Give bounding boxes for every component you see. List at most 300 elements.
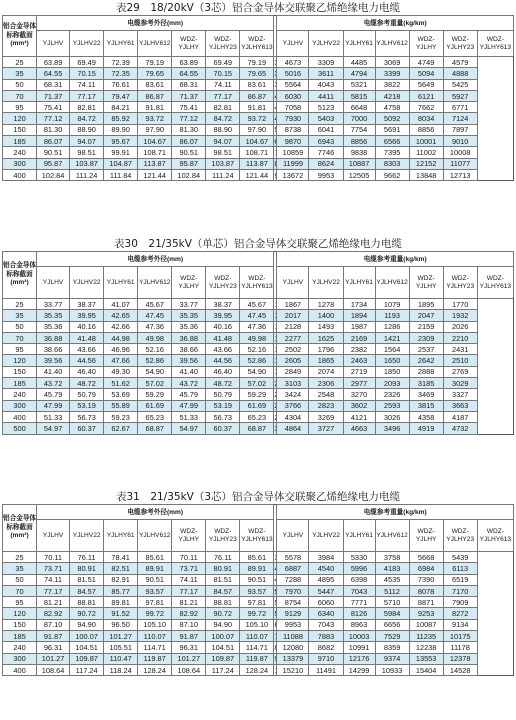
model-name-part: YJLHV612 bbox=[138, 278, 171, 286]
model-name-part: YJLHV612 bbox=[376, 278, 408, 286]
weight-cell: 6648 bbox=[343, 102, 375, 113]
diameter-cell: 53.69 bbox=[104, 389, 138, 400]
weight-cell: 5112 bbox=[375, 585, 409, 596]
diameter-cell: 111.84 bbox=[104, 169, 138, 180]
model-name-part: WDZ- bbox=[486, 274, 504, 282]
diameter-model-header bbox=[37, 31, 70, 57]
model-name-part: YJLHY bbox=[178, 282, 200, 290]
table-title: 表31 21/35kV（3芯）铝合金导体交联聚乙烯绝缘电力电缆 bbox=[115, 491, 401, 503]
table-title: 表29 18/20kV（3芯）铝合金导体交联聚乙烯绝缘电力电缆 bbox=[115, 2, 401, 14]
weight-cell: 7000 bbox=[343, 113, 375, 124]
model-name-part: YJLHV bbox=[42, 531, 64, 539]
diameter-cell: 90.51 bbox=[240, 574, 274, 585]
cable-table-29 bbox=[2, 15, 514, 181]
weight-cell: 1564 bbox=[375, 344, 409, 355]
diameter-cell: 90.72 bbox=[70, 608, 104, 619]
weight-cell: 8871 bbox=[409, 597, 443, 608]
model-name-part: WDZ- bbox=[451, 274, 469, 282]
model-name-part: WDZ- bbox=[248, 274, 266, 282]
cross-section-cell: 185 bbox=[3, 631, 37, 642]
weight-cell: 7529 bbox=[375, 631, 409, 642]
model-name-part: YJLHV bbox=[42, 39, 64, 47]
diameter-cell: 75.41 bbox=[172, 102, 206, 113]
weight-cell: 4888 bbox=[443, 68, 477, 79]
model-name-part: YJLHY61 bbox=[106, 531, 135, 539]
weight-cell: 5425 bbox=[443, 79, 477, 90]
diameter-cell: 94.07 bbox=[206, 136, 240, 147]
diameter-cell: 81.21 bbox=[172, 597, 206, 608]
model-name-part: YJLHY61 bbox=[345, 39, 373, 47]
weight-cell: 2548 bbox=[309, 389, 343, 400]
weight-cell: 13553 bbox=[409, 653, 443, 664]
weight-cell: 1625 bbox=[309, 332, 343, 343]
weight-cell: 7288 bbox=[277, 574, 309, 585]
cross-section-header bbox=[3, 505, 37, 552]
diameter-cell: 81.51 bbox=[206, 574, 240, 585]
diameter-cell: 94.90 bbox=[206, 619, 240, 630]
table-row bbox=[3, 389, 514, 400]
weight-cell: 11178 bbox=[443, 642, 477, 653]
weight-cell: 5984 bbox=[375, 608, 409, 619]
diameter-cell: 82.81 bbox=[70, 102, 104, 113]
model-name-part: YJLHY613 bbox=[241, 282, 273, 290]
weight-cell: 12713 bbox=[443, 169, 477, 180]
weight-cell: 1796 bbox=[309, 344, 343, 355]
model-name-part: YJLHY613 bbox=[479, 282, 512, 290]
cross-section-cell: 35 bbox=[3, 310, 37, 321]
diameter-cell: 43.72 bbox=[172, 378, 206, 389]
model-name-part: YJLHV bbox=[42, 278, 64, 286]
diameter-cell: 108.71 bbox=[138, 147, 172, 158]
diameter-cell: 45.67 bbox=[138, 299, 172, 310]
weight-cell: 2309 bbox=[409, 332, 443, 343]
table-block-29 bbox=[2, 1, 514, 181]
diameter-cell: 59.23 bbox=[104, 411, 138, 422]
weight-model-header bbox=[443, 520, 477, 552]
weight-model-header bbox=[309, 520, 343, 552]
diameter-cell: 68.31 bbox=[172, 79, 206, 90]
weight-cell: 7771 bbox=[343, 597, 375, 608]
weight-cell: 3727 bbox=[309, 423, 343, 434]
diameter-cell: 81.30 bbox=[37, 124, 70, 135]
diameter-cell: 105.10 bbox=[240, 619, 274, 630]
weight-model-header bbox=[277, 31, 309, 57]
diameter-cell: 81.21 bbox=[37, 597, 70, 608]
weight-cell: 5649 bbox=[409, 79, 443, 90]
weight-model-header bbox=[375, 520, 409, 552]
table-title: 表30 21/35kV（单芯）铝合金导体交联聚乙烯绝缘电力电缆 bbox=[114, 238, 402, 250]
diameter-cell: 41.07 bbox=[104, 299, 138, 310]
diameter-cell: 45.79 bbox=[172, 389, 206, 400]
table-row bbox=[3, 664, 514, 675]
weight-cell: 6340 bbox=[309, 608, 343, 619]
cross-section-cell: 120 bbox=[3, 113, 37, 124]
diameter-cell: 81.51 bbox=[70, 574, 104, 585]
cross-section-header bbox=[3, 16, 37, 57]
cross-section-cell: 185 bbox=[3, 378, 37, 389]
weight-cell: 3269 bbox=[309, 411, 343, 422]
diameter-cell: 80.91 bbox=[70, 563, 104, 574]
cross-section-label-line: (mm²) bbox=[10, 532, 29, 540]
diameter-group-header: 电缆参考外径(mm) bbox=[37, 252, 274, 267]
model-name-part: YJLHV612 bbox=[376, 531, 408, 539]
weight-cell: 14528 bbox=[443, 664, 477, 675]
weight-model-header bbox=[343, 520, 375, 552]
diameter-cell: 57.02 bbox=[240, 378, 274, 389]
weight-cell: 4485 bbox=[343, 57, 375, 68]
weight-cell: 4043 bbox=[309, 79, 343, 90]
cross-section-cell: 50 bbox=[3, 321, 37, 332]
cross-section-cell: 95 bbox=[3, 102, 37, 113]
diameter-cell: 80.91 bbox=[206, 563, 240, 574]
diameter-cell: 94.90 bbox=[70, 619, 104, 630]
diameter-cell: 54.97 bbox=[172, 423, 206, 434]
weight-cell: 5996 bbox=[343, 563, 375, 574]
diameter-cell: 84.57 bbox=[206, 585, 240, 596]
weight-cell: 7909 bbox=[443, 597, 477, 608]
weight-cell: 4732 bbox=[443, 423, 477, 434]
model-name-part: WDZ- bbox=[248, 527, 266, 535]
weight-cell: 15210 bbox=[277, 664, 309, 675]
table-row bbox=[3, 378, 514, 389]
diameter-cell: 93.57 bbox=[240, 585, 274, 596]
cross-section-cell: 70 bbox=[3, 585, 37, 596]
weight-group-header: 电缆参考重量(kg/km) bbox=[277, 505, 514, 520]
diameter-model-header bbox=[240, 31, 274, 57]
diameter-cell: 46.40 bbox=[206, 366, 240, 377]
weight-cell: 5668 bbox=[409, 552, 443, 563]
model-name-part: WDZ- bbox=[451, 527, 469, 535]
diameter-cell: 39.95 bbox=[206, 310, 240, 321]
diameter-model-header bbox=[172, 267, 206, 299]
diameter-cell: 110.47 bbox=[104, 653, 138, 664]
diameter-cell: 88.81 bbox=[206, 597, 240, 608]
weight-cell: 11077 bbox=[443, 158, 477, 169]
diameter-cell: 88.90 bbox=[70, 124, 104, 135]
diameter-cell: 77.17 bbox=[172, 585, 206, 596]
diameter-cell: 35.36 bbox=[172, 321, 206, 332]
cross-section-cell: 25 bbox=[3, 299, 37, 310]
weight-cell: 3663 bbox=[443, 400, 477, 411]
table-row bbox=[3, 355, 514, 366]
weight-cell: 7754 bbox=[343, 124, 375, 135]
weight-cell: 11235 bbox=[409, 631, 443, 642]
model-name-part: WDZ- bbox=[180, 274, 198, 282]
model-name-part: WDZ- bbox=[180, 527, 198, 535]
diameter-cell: 44.98 bbox=[104, 332, 138, 343]
table-row bbox=[3, 642, 514, 653]
diameter-cell: 70.15 bbox=[70, 68, 104, 79]
table-block-31 bbox=[2, 490, 514, 676]
weight-cell: 2159 bbox=[409, 321, 443, 332]
cross-section-label-line: 铝合金导体 bbox=[3, 515, 36, 523]
diameter-cell: 95.87 bbox=[172, 158, 206, 169]
model-name-part: YJLHY613 bbox=[479, 43, 512, 51]
table-row bbox=[3, 147, 514, 158]
table-row bbox=[3, 102, 514, 113]
weight-cell: 3984 bbox=[309, 552, 343, 563]
model-name-part: WDZ- bbox=[451, 35, 469, 43]
cross-section-cell: 240 bbox=[3, 147, 37, 158]
model-name-part: YJLHY bbox=[415, 282, 437, 290]
diameter-cell: 48.72 bbox=[70, 378, 104, 389]
diameter-cell: 91.81 bbox=[240, 102, 274, 113]
diameter-cell: 88.81 bbox=[70, 597, 104, 608]
weight-cell: 1734 bbox=[343, 299, 375, 310]
weight-cell: 4663 bbox=[343, 423, 375, 434]
diameter-cell: 110.07 bbox=[138, 631, 172, 642]
weight-cell: 10008 bbox=[443, 147, 477, 158]
diameter-cell: 89.90 bbox=[104, 124, 138, 135]
weight-cell: 2769 bbox=[443, 366, 477, 377]
diameter-cell: 111.24 bbox=[70, 169, 104, 180]
weight-cell: 3758 bbox=[375, 552, 409, 563]
weight-cell: 1278 bbox=[309, 299, 343, 310]
weight-cell: 4864 bbox=[277, 423, 309, 434]
diameter-cell: 74.11 bbox=[70, 79, 104, 90]
diameter-cell: 102.84 bbox=[37, 169, 70, 180]
weight-cell: 9134 bbox=[443, 619, 477, 630]
diameter-cell: 91.52 bbox=[104, 608, 138, 619]
diameter-cell: 99.72 bbox=[138, 608, 172, 619]
diameter-model-header bbox=[70, 267, 104, 299]
cross-section-cell: 120 bbox=[3, 608, 37, 619]
diameter-cell: 72.39 bbox=[104, 57, 138, 68]
weight-cell: 1286 bbox=[375, 321, 409, 332]
diameter-cell: 82.91 bbox=[104, 574, 138, 585]
weight-cell: 6519 bbox=[443, 574, 477, 585]
diameter-cell: 68.31 bbox=[37, 79, 70, 90]
weight-cell: 1493 bbox=[309, 321, 343, 332]
table-body bbox=[3, 57, 514, 181]
model-name-part: YJLHY23 bbox=[208, 43, 237, 51]
weight-cell: 3822 bbox=[375, 79, 409, 90]
diameter-cell: 108.71 bbox=[240, 147, 274, 158]
weight-cell: 2306 bbox=[309, 378, 343, 389]
weight-cell: 9838 bbox=[343, 147, 375, 158]
diameter-cell: 77.17 bbox=[37, 585, 70, 596]
cross-section-cell: 400 bbox=[3, 664, 37, 675]
weight-cell: 8078 bbox=[409, 585, 443, 596]
weight-cell: 7124 bbox=[443, 113, 477, 124]
weight-cell: 5321 bbox=[343, 79, 375, 90]
weight-cell: 1932 bbox=[443, 310, 477, 321]
diameter-cell: 79.65 bbox=[138, 68, 172, 79]
weight-cell: 12080 bbox=[277, 642, 309, 653]
model-name-part: WDZ- bbox=[417, 274, 435, 282]
diameter-cell: 114.71 bbox=[138, 642, 172, 653]
weight-cell: 8963 bbox=[343, 619, 375, 630]
weight-cell: 1421 bbox=[375, 332, 409, 343]
diameter-cell: 47.66 bbox=[104, 355, 138, 366]
model-name-part: WDZ- bbox=[486, 35, 504, 43]
diameter-cell: 71.37 bbox=[37, 90, 70, 101]
weight-cell: 8272 bbox=[443, 608, 477, 619]
cross-section-cell: 240 bbox=[3, 389, 37, 400]
diameter-cell: 108.64 bbox=[37, 664, 70, 675]
diameter-cell: 103.87 bbox=[206, 158, 240, 169]
table-row bbox=[3, 631, 514, 642]
cross-section-cell: 50 bbox=[3, 79, 37, 90]
diameter-cell: 63.89 bbox=[37, 57, 70, 68]
weight-cell: 9129 bbox=[277, 608, 309, 619]
cross-section-cell: 500 bbox=[3, 423, 37, 434]
cross-section-cell: 400 bbox=[3, 169, 37, 180]
diameter-cell: 79.19 bbox=[240, 57, 274, 68]
diameter-cell: 54.97 bbox=[37, 423, 70, 434]
diameter-cell: 97.81 bbox=[240, 597, 274, 608]
weight-cell: 3496 bbox=[375, 423, 409, 434]
weight-cell: 2823 bbox=[309, 400, 343, 411]
weight-cell: 6943 bbox=[309, 136, 343, 147]
diameter-cell: 53.19 bbox=[70, 400, 104, 411]
weight-cell: 2719 bbox=[343, 366, 375, 377]
table-row bbox=[3, 136, 514, 147]
diameter-cell: 101.27 bbox=[37, 653, 70, 664]
header-row-models bbox=[3, 31, 514, 57]
weight-cell: 8034 bbox=[409, 113, 443, 124]
diameter-model-header bbox=[104, 520, 138, 552]
diameter-cell: 69.49 bbox=[70, 57, 104, 68]
weight-cell: 2888 bbox=[409, 366, 443, 377]
diameter-cell: 100.07 bbox=[70, 631, 104, 642]
weight-cell: 11491 bbox=[309, 664, 343, 675]
cable-table-30 bbox=[2, 251, 514, 435]
weight-cell: 2382 bbox=[343, 344, 375, 355]
weight-model-header bbox=[309, 31, 343, 57]
weight-cell: 6041 bbox=[309, 124, 343, 135]
model-name-part: YJLHV bbox=[282, 531, 304, 539]
diameter-cell: 41.40 bbox=[37, 366, 70, 377]
weight-cell: 6656 bbox=[375, 619, 409, 630]
diameter-cell: 105.51 bbox=[104, 642, 138, 653]
weight-cell: 1895 bbox=[409, 299, 443, 310]
diameter-cell: 86.87 bbox=[240, 90, 274, 101]
weight-cell: 4758 bbox=[375, 102, 409, 113]
weight-cell: 2047 bbox=[409, 310, 443, 321]
weight-model-header bbox=[277, 267, 309, 299]
model-name-part: WDZ- bbox=[417, 35, 435, 43]
diameter-cell: 59.29 bbox=[138, 389, 172, 400]
weight-cell: 13848 bbox=[409, 169, 443, 180]
weight-cell: 7390 bbox=[409, 574, 443, 585]
weight-cell: 3185 bbox=[409, 378, 443, 389]
weight-cell: 4794 bbox=[343, 68, 375, 79]
diameter-cell: 39.95 bbox=[70, 310, 104, 321]
weight-model-header bbox=[343, 267, 375, 299]
weight-cell: 8303 bbox=[375, 158, 409, 169]
diameter-cell: 43.66 bbox=[70, 344, 104, 355]
diameter-cell: 70.11 bbox=[37, 552, 70, 563]
table-row bbox=[3, 68, 514, 79]
cross-section-label-line: 标称截面 bbox=[6, 270, 33, 278]
weight-cell: 2210 bbox=[443, 332, 477, 343]
cross-section-cell: 150 bbox=[3, 124, 37, 135]
table-header bbox=[3, 252, 514, 299]
diameter-cell: 76.11 bbox=[70, 552, 104, 563]
weight-cell: 4895 bbox=[309, 574, 343, 585]
weight-cell: 5439 bbox=[443, 552, 477, 563]
diameter-cell: 76.11 bbox=[206, 552, 240, 563]
weight-cell: 3327 bbox=[443, 389, 477, 400]
table-row bbox=[3, 113, 514, 124]
diameter-cell: 79.47 bbox=[104, 90, 138, 101]
cross-section-cell: 300 bbox=[3, 158, 37, 169]
diameter-cell: 96.50 bbox=[104, 619, 138, 630]
model-name-part: WDZ- bbox=[214, 527, 232, 535]
weight-cell: 7930 bbox=[277, 113, 309, 124]
weight-cell: 2510 bbox=[443, 355, 477, 366]
table-row bbox=[3, 563, 514, 574]
weight-cell: 7746 bbox=[309, 147, 343, 158]
diameter-cell: 103.87 bbox=[70, 158, 104, 169]
weight-model-header bbox=[409, 267, 443, 299]
diameter-model-header bbox=[138, 31, 172, 57]
diameter-cell: 109.87 bbox=[70, 653, 104, 664]
weight-cell: 6060 bbox=[309, 597, 343, 608]
weight-cell: 9953 bbox=[309, 169, 343, 180]
cross-section-label-line: 铝合金导体 bbox=[3, 23, 36, 31]
diameter-cell: 82.51 bbox=[104, 563, 138, 574]
diameter-cell: 101.27 bbox=[172, 653, 206, 664]
weight-cell: 6887 bbox=[277, 563, 309, 574]
weight-cell: 1987 bbox=[343, 321, 375, 332]
diameter-cell: 46.96 bbox=[104, 344, 138, 355]
cross-section-cell: 70 bbox=[3, 332, 37, 343]
diameter-cell: 42.66 bbox=[104, 321, 138, 332]
weight-cell: 2431 bbox=[443, 344, 477, 355]
weight-cell: 10933 bbox=[375, 664, 409, 675]
diameter-cell: 68.87 bbox=[138, 423, 172, 434]
model-name-part: YJLHV22 bbox=[312, 278, 340, 286]
weight-cell: 8856 bbox=[343, 136, 375, 147]
diameter-cell: 101.27 bbox=[104, 631, 138, 642]
weight-cell: 1894 bbox=[343, 310, 375, 321]
weight-cell: 3611 bbox=[309, 68, 343, 79]
weight-model-header bbox=[277, 520, 309, 552]
diameter-cell: 119.87 bbox=[138, 653, 172, 664]
weight-cell: 3103 bbox=[277, 378, 309, 389]
diameter-cell: 104.87 bbox=[104, 158, 138, 169]
weight-cell: 4411 bbox=[309, 90, 343, 101]
diameter-cell: 70.11 bbox=[172, 552, 206, 563]
diameter-cell: 104.51 bbox=[206, 642, 240, 653]
weight-cell: 8738 bbox=[277, 124, 309, 135]
diameter-cell: 82.92 bbox=[172, 608, 206, 619]
weight-cell: 2463 bbox=[343, 355, 375, 366]
diameter-cell: 108.64 bbox=[172, 664, 206, 675]
diameter-cell: 102.84 bbox=[172, 169, 206, 180]
cross-section-header bbox=[3, 252, 37, 299]
diameter-cell: 44.56 bbox=[206, 355, 240, 366]
diameter-cell: 53.19 bbox=[206, 400, 240, 411]
diameter-cell: 55.89 bbox=[104, 400, 138, 411]
diameter-model-header bbox=[172, 31, 206, 57]
weight-cell: 2017 bbox=[277, 310, 309, 321]
diameter-cell: 77.17 bbox=[206, 90, 240, 101]
cross-section-cell: 95 bbox=[3, 597, 37, 608]
diameter-cell: 90.51 bbox=[37, 147, 70, 158]
cross-section-cell: 150 bbox=[3, 619, 37, 630]
diameter-cell: 62.67 bbox=[104, 423, 138, 434]
cross-section-label-line: (mm²) bbox=[10, 40, 29, 48]
table-row bbox=[3, 552, 514, 563]
weight-group-header: 电缆参考重量(kg/km) bbox=[277, 16, 514, 31]
diameter-cell: 77.12 bbox=[172, 113, 206, 124]
table-row bbox=[3, 57, 514, 68]
table-row bbox=[3, 608, 514, 619]
weight-model-header bbox=[477, 31, 513, 57]
